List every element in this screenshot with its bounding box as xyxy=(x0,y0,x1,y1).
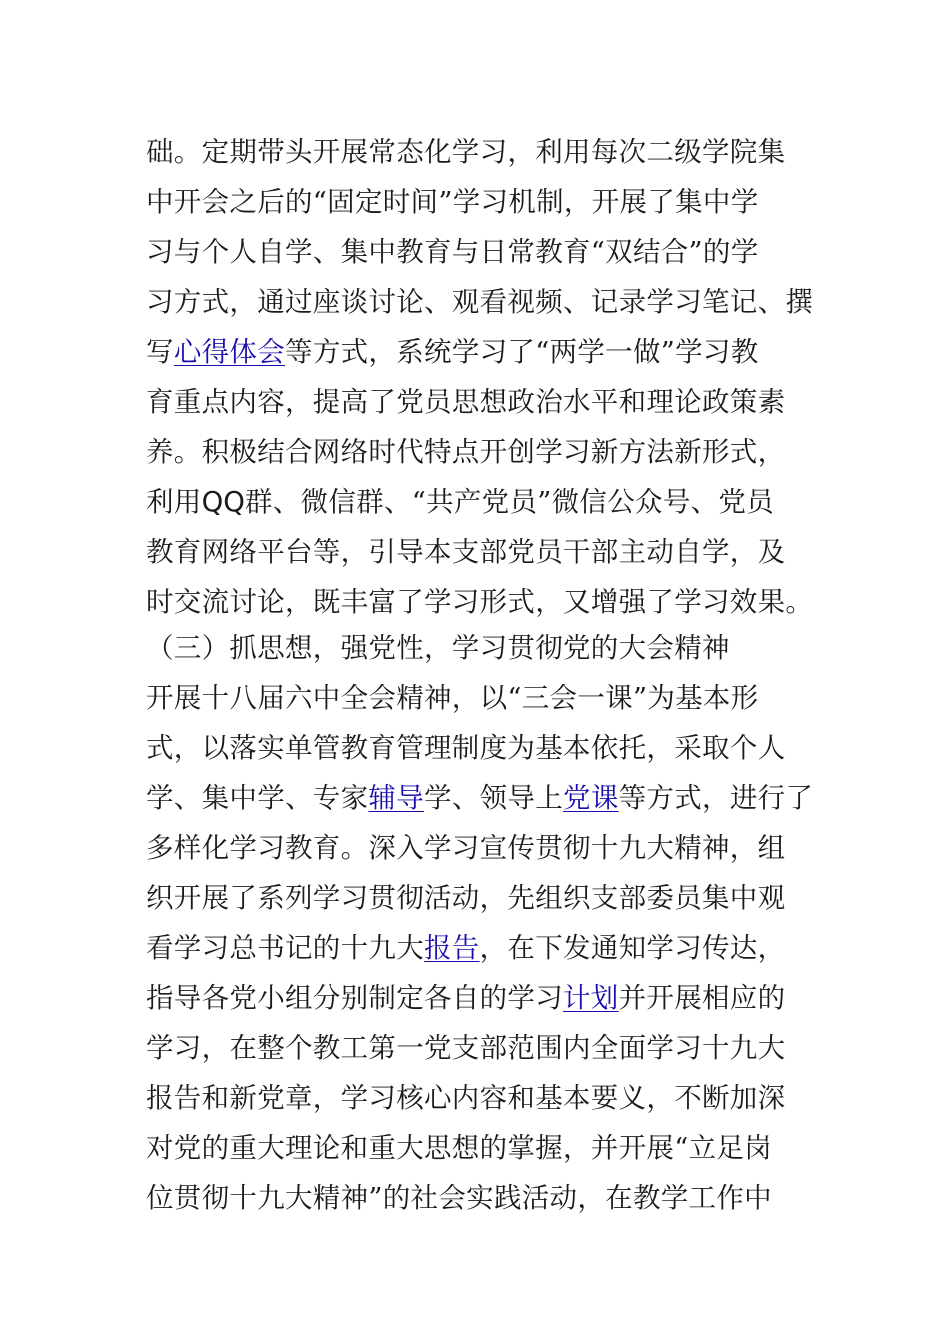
text: 开展十八届六中全会精神，以“三会一课”为基本形 xyxy=(146,682,759,714)
link-dangke[interactable]: 党课 xyxy=(563,782,619,814)
link-jihua[interactable]: 计划 xyxy=(563,982,619,1014)
paragraph-line xyxy=(146,678,759,718)
paragraph-line xyxy=(146,432,785,472)
text: 利用 xyxy=(146,486,202,518)
text: 础。定期带头开展常态化学习，利用每次二级学院集 xyxy=(146,136,786,168)
paragraph-line xyxy=(146,582,813,622)
link-baogao[interactable]: 报告 xyxy=(424,932,480,964)
text: 并开展相应的 xyxy=(618,982,786,1014)
text: 时交流讨论，既丰富了学习形式，又增强了学习效果。 xyxy=(146,586,814,618)
text: 学习，在整个教工第一党支部范围内全面学习十九大 xyxy=(146,1032,786,1064)
link-xinde-tihui[interactable]: 心得体会 xyxy=(173,336,286,368)
text: 等方式，系统学习了“两学一做”学习教 xyxy=(285,336,759,368)
paragraph-line xyxy=(146,828,785,868)
paragraph-line xyxy=(146,878,785,918)
text: 等方式，进行了 xyxy=(618,782,814,814)
paragraph-line xyxy=(146,1128,772,1168)
paragraph-line xyxy=(146,532,785,572)
text: 织开展了系列学习贯彻活动，先组织支部委员集中观 xyxy=(146,882,786,914)
text: 习方式，通过座谈讨论、观看视频、记录学习笔记、撰 xyxy=(146,286,814,318)
text: 学、集中学、专家 xyxy=(146,782,369,814)
paragraph-line xyxy=(146,182,759,222)
text-qq: QQ xyxy=(201,486,245,518)
text: 习与个人自学、集中教育与日常教育“双结合”的学 xyxy=(146,236,759,268)
paragraph-line xyxy=(146,1178,772,1218)
text: 报告和新党章，学习核心内容和基本要义，不断加深 xyxy=(146,1082,786,1114)
text: 育重点内容，提高了党员思想政治水平和理论政策素 xyxy=(146,386,786,418)
paragraph-line xyxy=(146,928,785,968)
paragraph-line xyxy=(146,232,759,272)
paragraph-line xyxy=(146,282,813,322)
text: 写 xyxy=(146,336,174,368)
paragraph-line xyxy=(146,332,759,372)
text: 指导各党小组分别制定各自的学习 xyxy=(146,982,563,1014)
text: 群、微信群、“共产党员”微信公众号、党员 xyxy=(244,486,775,518)
paragraph-line xyxy=(146,1078,785,1118)
text: 位贯彻十九大精神”的社会实践活动，在教学工作中 xyxy=(146,1182,772,1214)
paragraph-line xyxy=(146,482,774,522)
text: ，在下发通知学习传达， xyxy=(479,932,786,964)
text: 中开会之后的“固定时间”学习机制，开展了集中学 xyxy=(146,186,759,218)
paragraph-line xyxy=(146,132,785,172)
text: 看学习总书记的十九大 xyxy=(146,932,424,964)
text: 对党的重大理论和重大思想的掌握，并开展“立足岗 xyxy=(146,1132,772,1164)
text: 学、领导上 xyxy=(424,782,564,814)
heading-text: （三）抓思想，强党性，学习贯彻党的大会精神 xyxy=(146,632,730,664)
paragraph-line xyxy=(146,978,785,1018)
paragraph-line xyxy=(146,1028,785,1068)
paragraph-line xyxy=(146,382,785,422)
text: 教育网络平台等，引导本支部党员干部主动自学，及 xyxy=(146,536,786,568)
paragraph-line xyxy=(146,728,785,768)
paragraph-line xyxy=(146,778,813,818)
section-heading xyxy=(146,628,730,668)
link-fudao[interactable]: 辅导 xyxy=(368,782,425,814)
text: 式，以落实单管教育管理制度为基本依托，采取个人 xyxy=(146,732,786,764)
text: 养。积极结合网络时代特点开创学习新方法新形式， xyxy=(146,436,786,468)
text: 多样化学习教育。深入学习宣传贯彻十九大精神，组 xyxy=(146,832,786,864)
